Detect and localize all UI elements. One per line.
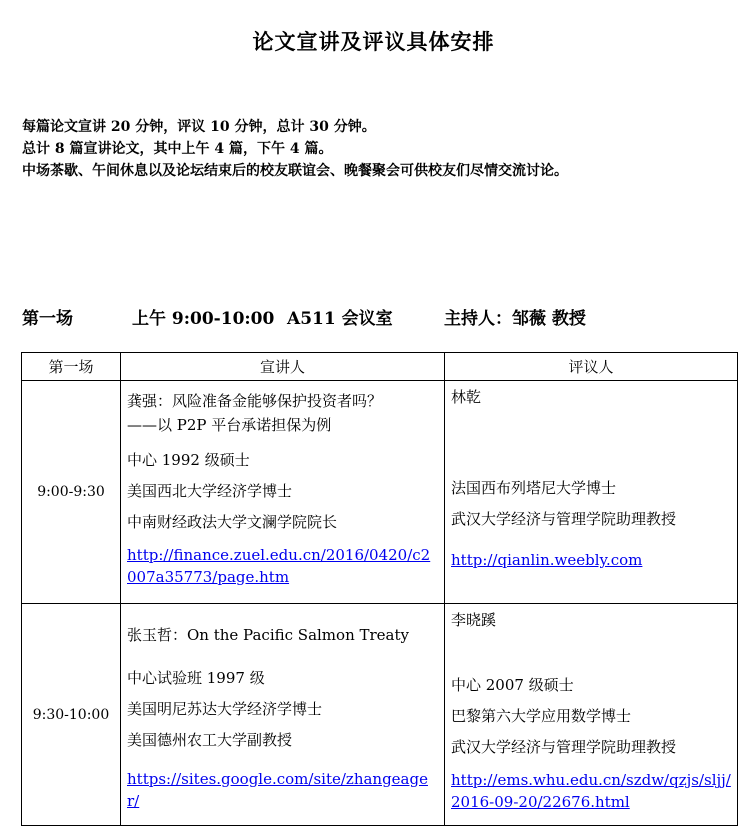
reviewer-info: 巴黎第六大学应用数学博士	[451, 707, 632, 725]
schedule-table	[21, 352, 738, 826]
reviewer-link[interactable]: http://ems.whu.edu.cn/szdw/qzjs/sljj/2016-09-20/22676.html	[451, 771, 731, 811]
header-reviewer: 评议人	[445, 353, 738, 381]
session-name: 第一场	[22, 309, 73, 329]
session-time: 上午 9:00-10:00	[132, 309, 275, 329]
speaker-link[interactable]: https://sites.google.com/site/zhangeager/	[127, 770, 428, 810]
reviewer-name: 林乾	[451, 388, 482, 406]
note-line: 总计 8 篇宣讲论文，其中上午 4 篇，下午 4 篇。	[22, 141, 333, 157]
reviewer-name: 李晓蹊	[451, 611, 497, 629]
page-title: 论文宣讲及评议具体安排	[252, 30, 495, 54]
paper-subtitle: ——以 P2P 平台承诺担保为例	[127, 416, 332, 434]
reviewer-info: 武汉大学经济与管理学院助理教授	[451, 738, 677, 756]
speaker-info: 中心 1992 级硕士	[127, 451, 250, 469]
speaker-cell	[121, 381, 445, 604]
table-row	[22, 604, 738, 826]
header-session: 第一场	[22, 353, 121, 381]
table-header-row	[22, 353, 738, 381]
speaker-cell	[121, 604, 445, 826]
speaker-info: 中南财经政法大学文澜学院院长	[127, 513, 338, 531]
reviewer-link[interactable]: http://qianlin.weebly.com	[451, 551, 643, 569]
table-row	[22, 381, 738, 604]
paper-title: 龚强：风险准备金能够保护投资者吗？	[127, 392, 383, 410]
reviewer-info: 武汉大学经济与管理学院助理教授	[451, 510, 677, 528]
reviewer-info: 中心 2007 级硕士	[451, 676, 574, 694]
speaker-info: 美国明尼苏达大学经济学博士	[127, 700, 323, 718]
notes	[22, 116, 568, 182]
reviewer-info: 法国西布列塔尼大学博士	[451, 479, 617, 497]
session-room: A511 会议室	[287, 309, 393, 329]
note-line: 每篇论文宣讲 20 分钟，评议 10 分钟，总计 30 分钟。	[22, 119, 376, 135]
session-host: 主持人：邹薇 教授	[444, 309, 586, 329]
time-slot: 9:00-9:30	[22, 381, 121, 604]
header-speaker: 宣讲人	[121, 353, 445, 381]
reviewer-cell	[445, 381, 738, 604]
reviewer-cell	[445, 604, 738, 826]
speaker-info: 美国西北大学经济学博士	[127, 482, 293, 500]
speaker-info: 美国德州农工大学副教授	[127, 731, 293, 749]
speaker-info: 中心试验班 1997 级	[127, 669, 265, 687]
paper-title: 张玉哲：On the Pacific Salmon Treaty	[127, 626, 409, 644]
note-line: 中场茶歇、午间休息以及论坛结束后的校友联谊会、晚餐聚会可供校友们尽情交流讨论。	[22, 163, 568, 179]
time-slot: 9:30-10:00	[22, 604, 121, 826]
speaker-link[interactable]: http://finance.zuel.edu.cn/2016/0420/c2007a35773/page.htm	[127, 546, 431, 586]
